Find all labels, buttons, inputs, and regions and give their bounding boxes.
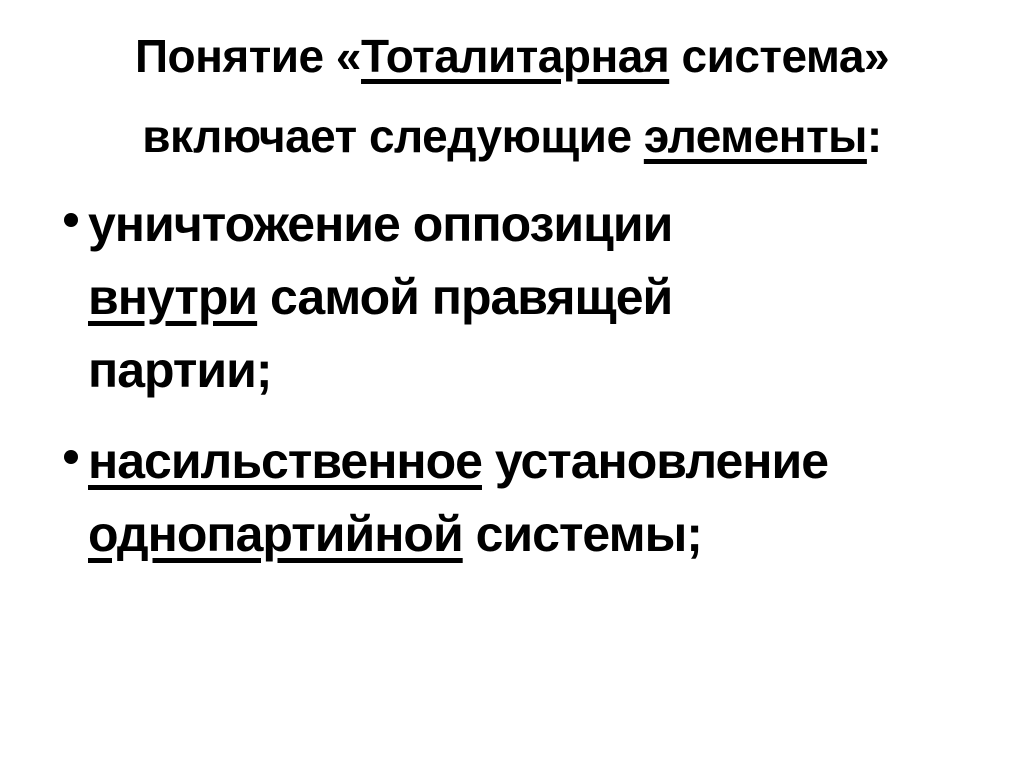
bullet-text-segment: самой правящей bbox=[257, 269, 673, 325]
bullet-text-segment: партии; bbox=[88, 342, 272, 398]
bullet-line bbox=[88, 261, 1024, 334]
bullet-line bbox=[88, 188, 1024, 261]
bullet-list bbox=[0, 188, 1024, 571]
title-line-2 bbox=[0, 96, 1024, 176]
bullet-underlined-text: внутри bbox=[88, 269, 258, 325]
bullet-dot-icon bbox=[64, 213, 78, 227]
title-text: включает следующие bbox=[142, 110, 644, 162]
title-text: система» bbox=[669, 30, 890, 82]
bullet-line bbox=[88, 425, 1024, 498]
slide-title bbox=[0, 16, 1024, 176]
bullet-text-segment: установление bbox=[481, 433, 829, 489]
title-line-1 bbox=[0, 16, 1024, 96]
bullet-text bbox=[88, 425, 1024, 571]
title-text: Понятие « bbox=[134, 30, 362, 82]
bullet-text-segment: системы; bbox=[462, 506, 702, 562]
bullet-text bbox=[88, 188, 1024, 407]
bullet-line bbox=[88, 334, 1024, 407]
title-text: : bbox=[866, 110, 882, 162]
bullet-line bbox=[88, 498, 1024, 571]
bullet-marker-column bbox=[0, 188, 88, 227]
bullet-underlined-text: однопартийной bbox=[88, 506, 463, 562]
bullet-marker-column bbox=[0, 425, 88, 464]
title-underlined-text: Тоталитарная bbox=[361, 30, 670, 82]
bullet-dot-icon bbox=[64, 450, 78, 464]
title-underlined-text: элементы bbox=[643, 110, 867, 162]
bullet-underlined-text: насильственное bbox=[88, 433, 482, 489]
bullet-item-2 bbox=[0, 425, 1024, 571]
bullet-text-segment: уничтожение оппозиции bbox=[88, 196, 673, 252]
bullet-item-1 bbox=[0, 188, 1024, 407]
